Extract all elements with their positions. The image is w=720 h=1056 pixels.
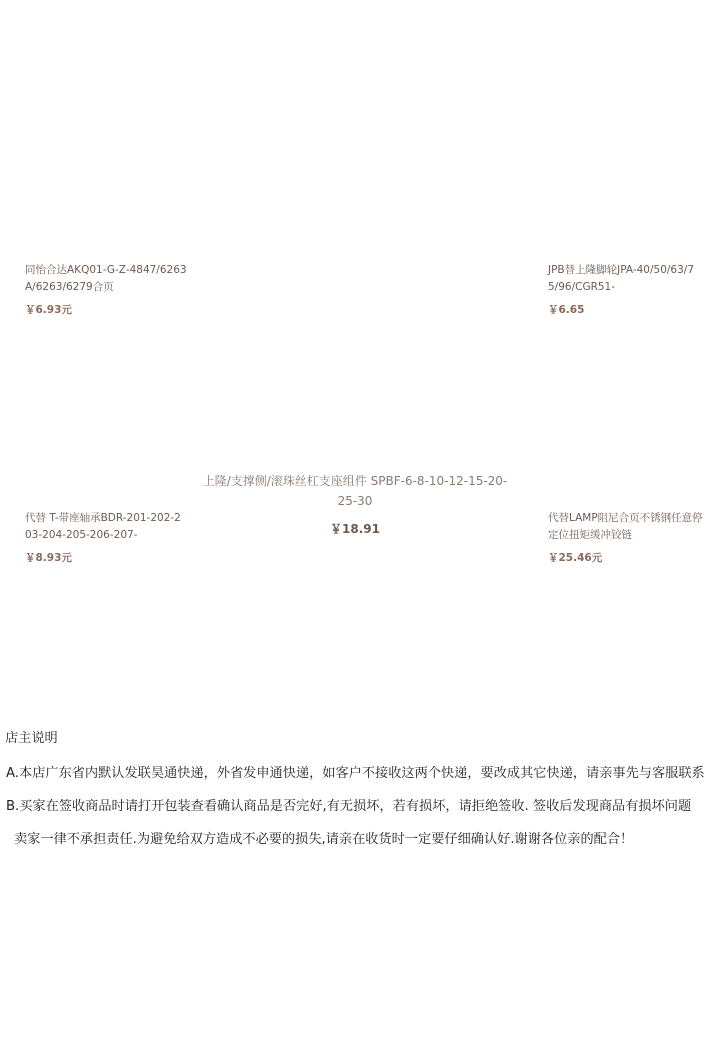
product-name[interactable]: 代替 T-带座轴承BDR-201-202-203-204-205-206-207- xyxy=(25,512,181,541)
product-price: ￥6.65 xyxy=(548,304,585,316)
product-card[interactable] xyxy=(548,262,698,317)
product-price: ￥18.91 xyxy=(330,522,380,536)
product-price: ￥8.93元 xyxy=(25,552,72,564)
notes-paragraph-liability: 卖家一律不承担责任.为避免给双方造成不必要的损失,请亲在收货时一定要仔细确认好.谢谢各位亲的配合！ xyxy=(14,832,634,847)
product-name[interactable]: 上隆/支撑侧/滚珠丝杠支座组件 SPBF-6-8-10-12-15-20-25-30 xyxy=(202,474,508,508)
product-card[interactable] xyxy=(548,510,708,565)
product-name[interactable]: 代替LAMP阻尼合页不锈钢任意停定位扭矩缓冲铰链 xyxy=(548,512,703,541)
product-price: ￥25.46元 xyxy=(548,552,603,564)
product-card[interactable] xyxy=(25,262,195,317)
product-name[interactable]: JPB替上隆脚轮JPA-40/50/63/75/96/CGR51- xyxy=(548,264,695,293)
notes-paragraph-inspection: B.买家在签收商品时请打开包装查看确认商品是否完好,有无损坏，若有损坏，请拒绝签收. 签收后发现商品有损坏问题 xyxy=(6,799,692,814)
shop-notes xyxy=(0,728,716,862)
notes-paragraph-shipping: A.本店广东省内默认发联昊通快递，外省发申通快递，如客户不接收这两个快递，要改成其它快递，请亲事先与客服联系 xyxy=(6,766,705,781)
notes-heading: 店主说明 xyxy=(5,731,58,746)
product-card[interactable] xyxy=(25,510,185,565)
product-name[interactable]: 同怡合达AKQ01-G-Z-4847/6263A/6263/6279合页 xyxy=(25,264,187,293)
product-price: ￥6.93元 xyxy=(25,304,72,316)
product-card[interactable] xyxy=(200,471,510,537)
